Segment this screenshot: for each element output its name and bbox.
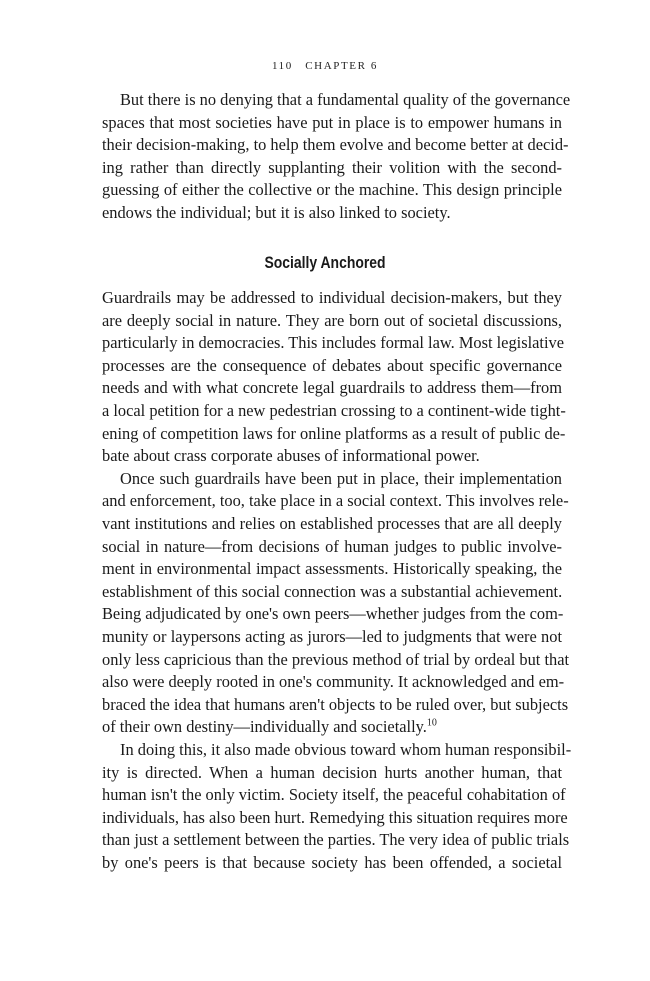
text-line: Being adjudicated by one's own peers—whether judges from the com-	[102, 604, 564, 624]
text-line: human isn't the only victim. Society itself, the peaceful cohabitation of	[102, 785, 566, 805]
text-line: their decision-making, to help them evolve and become better at decid-	[102, 135, 569, 155]
running-head	[0, 60, 650, 72]
text-line: vant institutions and relies on established processes that are all deeply	[102, 513, 562, 533]
paragraph-4	[102, 739, 572, 875]
text-line: individuals, has also been hurt. Remedying this situation requires more	[102, 807, 568, 827]
text-line: ity is directed. When a human decision hurts another human, that	[102, 762, 562, 782]
chapter-label: CHAPTER 6	[305, 60, 379, 72]
text-line: a local petition for a new pedestrian crossing to a continent-wide tight-	[102, 400, 566, 420]
text-line: processes are the consequence of debates about specific governance	[102, 355, 562, 375]
text-line: particularly in democracies. This includes formal law. Most legislative	[102, 333, 564, 353]
text-line: munity or laypersons acting as jurors—led to judgments that were not	[102, 626, 562, 646]
text-line: ment in environmental impact assessments. Historically speaking, the	[102, 559, 562, 579]
footnote-marker: 10	[426, 717, 437, 729]
text-line: only less capricious than the previous method of trial by ordeal but that	[102, 649, 570, 669]
text-line-content: of their own destiny—individually and societally.	[102, 717, 427, 737]
text-line: than just a settlement between the parties. The very idea of public trials	[102, 830, 570, 850]
paragraph-3	[102, 468, 570, 739]
text-line: But there is no denying that a fundamental quality of the governance	[120, 90, 571, 109]
text-line: ening of competition laws for online platforms as a result of public de-	[102, 423, 566, 443]
text-line: needs and with what concrete legal guardrails to address them—from	[102, 378, 562, 398]
text-line: and enforcement, too, take place in a social context. This involves rele-	[102, 491, 569, 511]
text-line	[102, 716, 562, 739]
page-number: 110	[271, 60, 293, 72]
text-line: establishment of this social connection was a substantial achievement.	[102, 581, 563, 601]
section-heading: Socially Anchored	[264, 253, 386, 272]
text-line: endows the individual; but it is also linked to society.	[102, 202, 451, 222]
text-line: braced the idea that humans aren't objects to be ruled over, but subjects	[102, 694, 569, 714]
paragraph-1	[102, 89, 571, 225]
text-line: social in nature—from decisions of human judges to public involve-	[102, 536, 562, 556]
text-line: also were deeply rooted in one's community. It acknowledged and em-	[102, 672, 565, 692]
text-line: spaces that most societies have put in place is to empower humans in	[102, 112, 562, 132]
text-line: In doing this, it also made obvious toward whom human responsibil-	[120, 740, 572, 759]
paragraph-2	[102, 287, 566, 468]
text-line: Once such guardrails have been put in place, their implementation	[120, 468, 562, 488]
text-line: guessing of either the collective or the machine. This design principle	[102, 180, 562, 200]
text-line: ing rather than directly supplanting their volition with the second-	[102, 157, 562, 177]
text-line: are deeply social in nature. They are born out of societal discussions,	[102, 310, 562, 330]
text-line: by one's peers is that because society has been offended, a societal	[102, 852, 562, 872]
text-line: bate about crass corporate abuses of informational power.	[102, 446, 480, 466]
text-line: Guardrails may be addressed to individual decision-makers, but they	[102, 288, 562, 307]
